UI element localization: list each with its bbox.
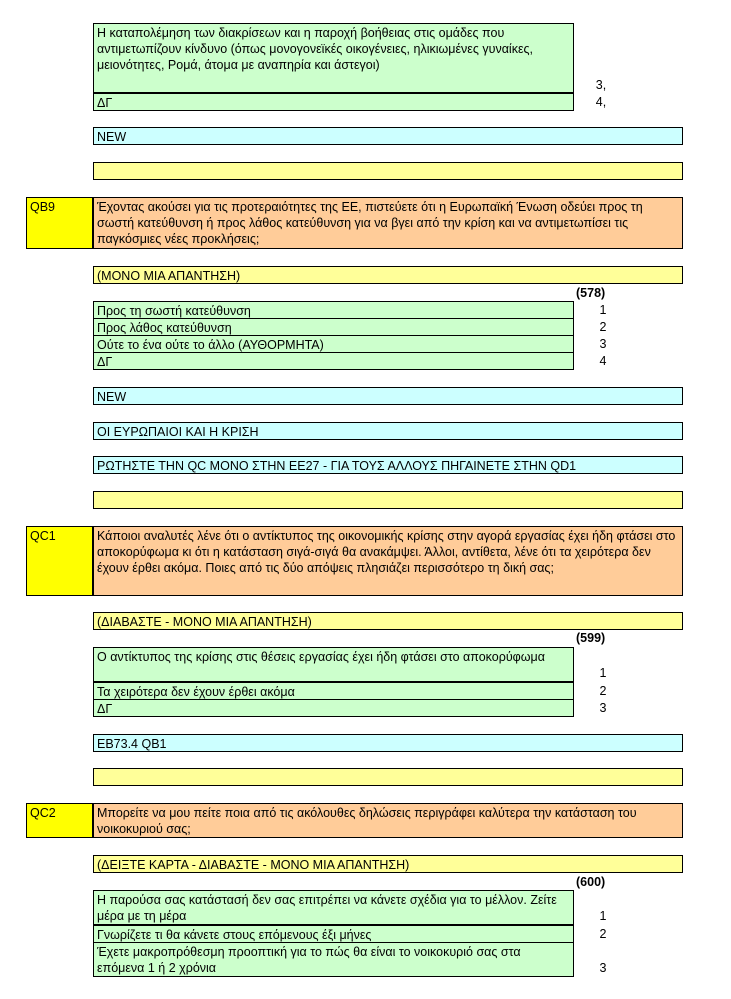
new-tag-row bbox=[93, 387, 683, 405]
question-text-cell bbox=[93, 526, 683, 596]
answer-option-text: Η καταπολέμηση των διακρίσεων και η παροχή βοήθειας στις ομάδες που αντιμετωπίζουν κίνδυνο (όπως μονογονεϊκές οικογένειες, ηλικιωμένες γυναίκες, μειονότητες, Ρομά, άτομα με αναπηρία και άστεγοι) bbox=[97, 26, 534, 72]
answer-option-text: Τα χειρότερα δεν έχουν έρθει ακόμα bbox=[97, 685, 295, 699]
answer-option-text: ΔΓ bbox=[97, 355, 113, 369]
question-id: QC2 bbox=[30, 806, 56, 820]
question-text-cell bbox=[93, 803, 683, 838]
answer-option-cell bbox=[93, 335, 574, 353]
answer-code: 1 bbox=[599, 303, 607, 317]
answer-option-cell bbox=[93, 352, 574, 370]
question-id-label bbox=[26, 526, 93, 596]
answer-option-cell bbox=[93, 93, 574, 111]
answer-option-text: Ούτε το ένα ούτε το άλλο (ΑΥΘΟΡΜΗΤΑ) bbox=[97, 338, 324, 352]
question-text: Μπορείτε να μου πείτε ποια από τις ακόλουθες δηλώσεις περιγράφει καλύτερα την κατάσταση του νοικοκυριού σας; bbox=[97, 806, 637, 836]
question-id-label bbox=[26, 197, 93, 249]
answer-code: 3 bbox=[599, 701, 607, 715]
column-number: (599) bbox=[576, 631, 606, 645]
question-text: Έχοντας ακούσει για τις προτεραιότητες της ΕΕ, πιστεύετε ότι η Ευρωπαϊκή Ένωση οδεύει προς τη σωστή κατεύθυνση ή προς λάθος κατεύθυνση για να βγει από την κρίση και να αντιμετωπίσει τις παγκόσμιες νέες προκλήσεις; bbox=[97, 200, 643, 246]
answer-option-text: Έχετε μακροπρόθεσμη προοπτική για το πώς θα είναι το νοικοκυριό σας στα επόμενα 1 ή 2 χρόνια bbox=[97, 945, 521, 975]
answer-code: 1 bbox=[599, 909, 607, 923]
new-tag: NEW bbox=[97, 130, 127, 144]
answer-option-text: ΔΓ bbox=[97, 702, 113, 716]
answer-option-cell bbox=[93, 942, 574, 977]
instruction-text: (ΜΟΝΟ ΜΙΑ ΑΠΑΝΤΗΣΗ) bbox=[97, 269, 241, 283]
question-id: QC1 bbox=[30, 529, 56, 543]
instruction-row bbox=[93, 266, 683, 284]
routing-instruction-row bbox=[93, 456, 683, 474]
question-id-label bbox=[26, 803, 93, 838]
answer-code: 3, bbox=[595, 78, 607, 92]
answer-option-cell bbox=[93, 647, 574, 682]
routing-instruction: ΡΩΤΗΣΤΕ ΤΗΝ QC ΜΟΝΟ ΣΤΗΝ ΕΕ27 - ΓΙΑ ΤΟΥΣ ΑΛΛΟΥΣ ΠΗΓΑΙΝΕΤΕ ΣΤΗΝ QD1 bbox=[97, 459, 577, 473]
answer-option-cell bbox=[93, 301, 574, 319]
instruction-row bbox=[93, 855, 683, 873]
answer-option-text: Ο αντίκτυπος της κρίσης στις θέσεις εργασίας έχει ήδη φτάσει στο αποκορύφωμα bbox=[97, 650, 545, 664]
answer-option-text: Προς τη σωστή κατεύθυνση bbox=[97, 304, 251, 318]
column-number: (578) bbox=[576, 286, 606, 300]
empty-separator-row bbox=[93, 768, 683, 786]
question-text: Κάποιοι αναλυτές λένε ότι ο αντίκτυπος της οικονομικής κρίσης στην αγορά εργασίας έχει ήδη φτάσει στο αποκορύφωμα κι ότι η κατάσταση σιγά-σιγά θα ανακάμψει. Άλλοι, αντίθετα, λένε ότι τα χειρότερα δεν έχουν έρθει ακόμα. Ποιες από τις δύο απόψεις πλησιάζει περισσότερο τη δική σας; bbox=[97, 529, 676, 575]
answer-code: 4 bbox=[599, 354, 607, 368]
question-id: QB9 bbox=[30, 200, 56, 214]
answer-code: 4, bbox=[595, 95, 607, 109]
question-text-cell bbox=[93, 197, 683, 249]
new-tag: NEW bbox=[97, 390, 127, 404]
answer-option-cell bbox=[93, 682, 574, 700]
section-title: ΟΙ ΕΥΡΩΠΑΙΟΙ ΚΑΙ Η ΚΡΙΣΗ bbox=[97, 425, 259, 439]
answer-code: 1 bbox=[599, 666, 607, 680]
answer-code: 3 bbox=[599, 337, 607, 351]
answer-option-text: ΔΓ bbox=[97, 96, 113, 110]
answer-code: 2 bbox=[599, 320, 607, 334]
answer-option-text: Προς λάθος κατεύθυνση bbox=[97, 321, 232, 335]
empty-separator-row bbox=[93, 162, 683, 180]
answer-code: 2 bbox=[599, 684, 607, 698]
answer-option-cell bbox=[93, 890, 574, 925]
instruction-row bbox=[93, 612, 683, 630]
answer-code: 3 bbox=[599, 961, 607, 975]
answer-option-text: Γνωρίζετε τι θα κάνετε στους επόμενους έξι μήνες bbox=[97, 928, 372, 942]
answer-option-cell bbox=[93, 318, 574, 336]
empty-separator-row bbox=[93, 491, 683, 509]
answer-option-text: Η παρούσα σας κατάστασή δεν σας επιτρέπει να κάνετε σχέδια για το μέλλον. Ζείτε μέρα με τη μέρα bbox=[97, 893, 557, 923]
instruction-text: (ΔΙΑΒΑΣΤΕ - ΜΟΝΟ ΜΙΑ ΑΠΑΝΤΗΣΗ) bbox=[97, 615, 312, 629]
source-reference: EB73.4 QB1 bbox=[97, 737, 167, 751]
instruction-text: (ΔΕΙΞΤΕ ΚΑΡΤΑ - ΔΙΑΒΑΣΤΕ - ΜΟΝΟ ΜΙΑ ΑΠΑΝΤΗΣΗ) bbox=[97, 858, 410, 872]
answer-option-cell bbox=[93, 925, 574, 943]
new-tag-row bbox=[93, 127, 683, 145]
column-number: (600) bbox=[576, 875, 606, 889]
answer-option-cell bbox=[93, 699, 574, 717]
source-reference-row bbox=[93, 734, 683, 752]
answer-code: 2 bbox=[599, 927, 607, 941]
answer-option-cell bbox=[93, 23, 574, 93]
section-title-row bbox=[93, 422, 683, 440]
